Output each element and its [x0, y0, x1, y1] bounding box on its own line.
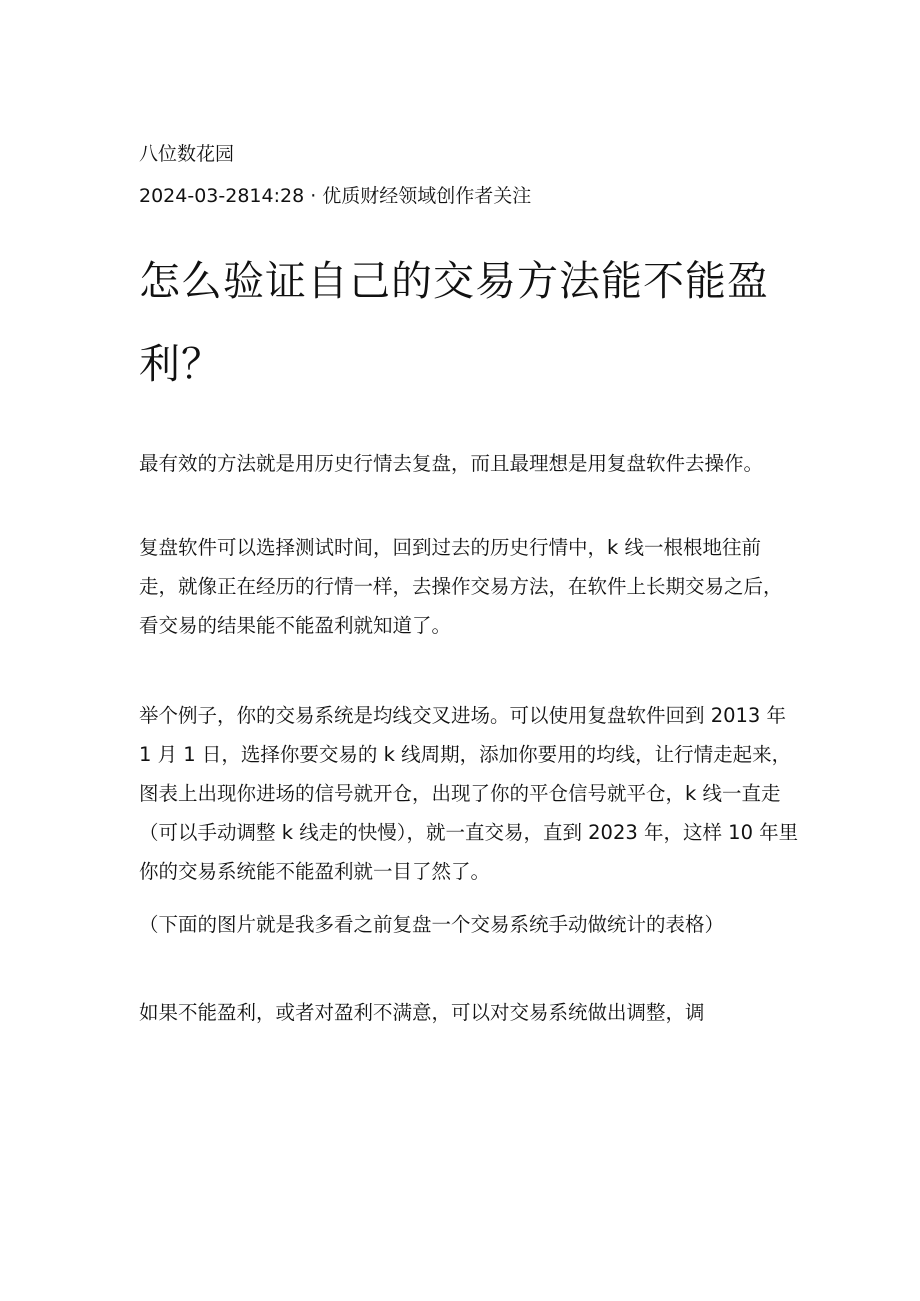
post-meta: 2024-03-2814:28 · 优质财经领域创作者关注 — [139, 185, 532, 207]
paragraph-2: 复盘软件可以选择测试时间，回到过去的历史行情中，k 线一根根地往前走，就像正在经历的行情一样，去操作交易方法，在软件上长期交易之后，看交易的结果能不能盈利就知道了。 — [139, 536, 783, 637]
paragraph-1: 最有效的方法就是用历史行情去复盘，而且最理想是用复盘软件去操作。 — [139, 452, 764, 475]
image-caption-note: （下面的图片就是我多看之前复盘一个交易系统手动做统计的表格） — [139, 913, 725, 936]
author-name: 八位数花园 — [139, 143, 235, 165]
article-title: 怎么验证自己的交易方法能不能盈利？ — [139, 257, 769, 388]
paragraph-4: 如果不能盈利，或者对盈利不满意，可以对交易系统做出调整，调 — [139, 1001, 705, 1024]
paragraph-3: 举个例子，你的交易系统是均线交叉进场。可以使用复盘软件回到 2013 年 1 月 1 日，选择你要交易的 k 线周期，添加你要用的均线，让行情走起来，图表上出现你进场的信号就开仓，出现了你的平仓信号就平仓，k 线一直走（可以手动调整 k 线走的快慢），就一直交易，直到 2023 年，这样 10 年里你的交易系统能不能盈利就一目了然了。 — [139, 704, 799, 883]
